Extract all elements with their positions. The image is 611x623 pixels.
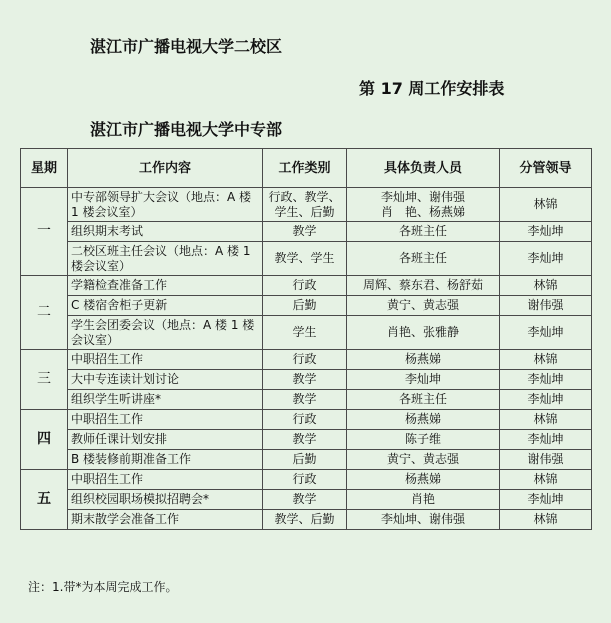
table-row (21, 188, 592, 222)
category-cell: 教学 (263, 370, 347, 390)
table-row (21, 450, 592, 470)
task-cell: 学生会团委会议（地点：A 楼 1 楼会议室） (68, 316, 263, 350)
day-cell: 五 (21, 470, 68, 530)
leader-cell: 李灿坤 (500, 370, 592, 390)
category-cell: 行政 (263, 276, 347, 296)
task-cell: B 楼装修前期准备工作 (68, 450, 263, 470)
day-cell: 四 (21, 410, 68, 470)
leader-cell: 李灿坤 (500, 390, 592, 410)
col-header-category: 工作类别 (263, 149, 347, 188)
table-row (21, 350, 592, 370)
people-cell: 各班主任 (347, 390, 500, 410)
category-cell: 学生 (263, 316, 347, 350)
people-cell: 杨燕娣 (347, 470, 500, 490)
task-cell: 中专部领导扩大会议（地点：A 楼 1 楼会议室） (68, 188, 263, 222)
leader-cell: 李灿坤 (500, 222, 592, 242)
people-cell: 李灿坤、谢伟强 肖 艳、杨燕娣 (347, 188, 500, 222)
col-header-leader: 分管领导 (500, 149, 592, 188)
task-cell: 组织期末考试 (68, 222, 263, 242)
task-cell: 期末散学会准备工作 (68, 510, 263, 530)
category-cell: 后勤 (263, 296, 347, 316)
table-header-row (21, 149, 592, 188)
table-row (21, 222, 592, 242)
col-header-task: 工作内容 (68, 149, 263, 188)
task-cell: 组织学生听讲座* (68, 390, 263, 410)
schedule-table (20, 148, 592, 530)
people-cell: 陈子维 (347, 430, 500, 450)
leader-cell: 林锦 (500, 510, 592, 530)
task-cell: 教师任课计划安排 (68, 430, 263, 450)
category-cell: 教学 (263, 490, 347, 510)
leader-cell: 谢伟强 (500, 450, 592, 470)
task-cell: C 楼宿舍柜子更新 (68, 296, 263, 316)
schedule-title: 第 17 周工作安排表 (359, 79, 505, 98)
people-cell: 杨燕娣 (347, 410, 500, 430)
table-row (21, 470, 592, 490)
table-row (21, 490, 592, 510)
people-cell: 杨燕娣 (347, 350, 500, 370)
table-row (21, 296, 592, 316)
leader-cell: 谢伟强 (500, 296, 592, 316)
table-row (21, 390, 592, 410)
leader-cell: 林锦 (500, 188, 592, 222)
table-row (21, 510, 592, 530)
department-title: 湛江市广播电视大学中专部 (90, 120, 283, 139)
leader-cell: 林锦 (500, 410, 592, 430)
category-cell: 教学 (263, 390, 347, 410)
table-row (21, 242, 592, 276)
table-row (21, 370, 592, 390)
day-cell: 三 (21, 350, 68, 410)
category-cell: 行政 (263, 470, 347, 490)
category-cell: 教学、学生 (263, 242, 347, 276)
task-cell: 学籍检查准备工作 (68, 276, 263, 296)
people-cell: 肖艳 (347, 490, 500, 510)
category-cell: 行政 (263, 410, 347, 430)
people-cell: 黄宁、黄志强 (347, 296, 500, 316)
school-title: 湛江市广播电视大学二校区 (90, 37, 283, 56)
table-row (21, 276, 592, 296)
leader-cell: 林锦 (500, 276, 592, 296)
people-cell: 周辉、蔡东君、杨舒茹 (347, 276, 500, 296)
task-cell: 中职招生工作 (68, 410, 263, 430)
category-cell: 行政、教学、学生、后勤 (263, 188, 347, 222)
col-header-day: 星期 (21, 149, 68, 188)
people-cell: 各班主任 (347, 222, 500, 242)
category-cell: 教学、后勤 (263, 510, 347, 530)
day-cell: 二 (21, 276, 68, 350)
people-cell: 李灿坤 (347, 370, 500, 390)
task-cell: 二校区班主任会议（地点：A 楼 1 楼会议室） (68, 242, 263, 276)
people-cell: 李灿坤、谢伟强 (347, 510, 500, 530)
leader-cell: 李灿坤 (500, 316, 592, 350)
col-header-people: 具体负责人员 (347, 149, 500, 188)
footnote: 注：1.带*为本周完成工作。 (28, 580, 178, 594)
people-cell: 黄宁、黄志强 (347, 450, 500, 470)
leader-cell: 林锦 (500, 470, 592, 490)
task-cell: 组织校园职场模拟招聘会* (68, 490, 263, 510)
category-cell: 后勤 (263, 450, 347, 470)
table-row (21, 430, 592, 450)
day-cell: 一 (21, 188, 68, 276)
table-row (21, 316, 592, 350)
leader-cell: 李灿坤 (500, 490, 592, 510)
leader-cell: 李灿坤 (500, 430, 592, 450)
table-row (21, 410, 592, 430)
task-cell: 中职招生工作 (68, 470, 263, 490)
category-cell: 行政 (263, 350, 347, 370)
leader-cell: 林锦 (500, 350, 592, 370)
category-cell: 教学 (263, 430, 347, 450)
task-cell: 中职招生工作 (68, 350, 263, 370)
task-cell: 大中专连读计划讨论 (68, 370, 263, 390)
people-cell: 各班主任 (347, 242, 500, 276)
leader-cell: 李灿坤 (500, 242, 592, 276)
people-cell: 肖艳、张雅静 (347, 316, 500, 350)
category-cell: 教学 (263, 222, 347, 242)
